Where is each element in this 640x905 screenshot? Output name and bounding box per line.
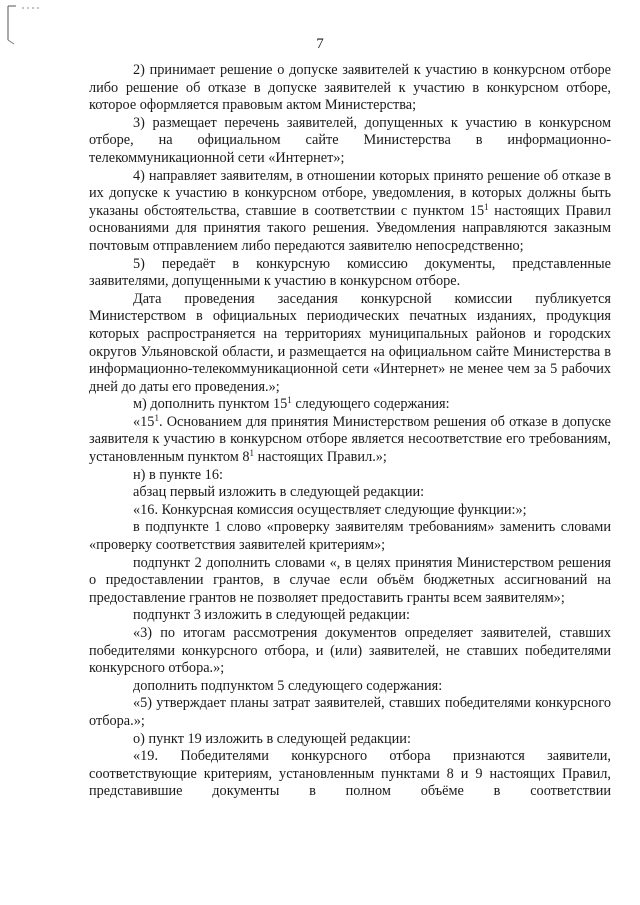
superscript: 1 — [484, 201, 489, 212]
paragraph-text: . Основанием для принятия Министерством решения об отказе в допуске заявителя к участию в конкурсном отборе является несоответствие его требованиям, установленным пунктом 8 — [89, 413, 611, 466]
paragraph: «3) по итогам рассмотрения документов определяет заявителей, ставших победителями конкурсного отбора, и (или) заявителей, не ставших победителями конкурсного отбора.»; — [89, 625, 611, 677]
paragraph: подпункт 2 дополнить словами «, в целях принятия Министерством решения о предоставлении грантов, в случае если объём бюджетных ассигнований на предоставление грантов не позволяет предоставить гранты всем заявителям»; — [89, 554, 611, 606]
paragraph: в подпункте 1 слово «проверку заявителям требованиям» заменить словами «проверку соответствия заявителей критериям»; — [89, 519, 611, 554]
paragraph — [89, 168, 611, 256]
paragraph — [89, 396, 611, 414]
paragraph: о) пункт 19 изложить в следующей редакции: — [133, 730, 411, 747]
paragraph: 3) размещает перечень заявителей, допущенных к участию в конкурсном отборе, на официальном сайте Министерства в информационно-телекоммуникационной сети «Интернет»; — [89, 114, 611, 166]
paragraph: подпункт 3 изложить в следующей редакции: — [133, 607, 410, 624]
paragraph: Дата проведения заседания конкурсной комиссии публикуется Министерством в официальных периодических печатных изданиях, продукция которых распространяется на территориях муниципальных районов и городских округов Ульяновской области, и размещается на официальном сайте Министерства в информационно-телекоммуникационной сети «Интернет» не менее чем за 5 рабочих дней до даты его проведения.»; — [89, 290, 611, 395]
paragraph-text: м) дополнить пунктом 15 — [133, 396, 288, 413]
paragraph: дополнить подпунктом 5 следующего содержания: — [133, 677, 443, 694]
paragraph-text: настоящих Правил.»; — [254, 449, 387, 466]
document-body — [89, 62, 611, 801]
superscript: 1 — [287, 395, 292, 406]
paragraph: «19. Победителями конкурсного отбора признаются заявители, соответствующие критериям, установленным пунктами 8 и 9 настоящих Правил, представившие документы в полном объёме в соответствии — [89, 748, 611, 800]
paragraph: 5) передаёт в конкурсную комиссию документы, представленные заявителями, допущенными к участию в конкурсном отборе. — [89, 255, 611, 290]
paragraph-text: «15 — [133, 413, 155, 430]
paragraph: н) в пункте 16: — [133, 466, 223, 483]
paragraph: абзац первый изложить в следующей редакции: — [133, 484, 425, 501]
paragraph-text: настоящих Правил основаниями для принятия такого решения. Уведомления направляются заказным почтовым отправлением либо передаются заявителю непосредственно; — [89, 202, 611, 254]
paragraph-text: 4) направляет заявителям, в отношении которых принято решение об отказе в их допуске к участию в конкурсном отборе, уведомления, в которых должны быть указаны обстоятельства, ставшие в соответствии с пунктом 15 — [89, 167, 611, 219]
paragraph — [89, 414, 611, 467]
page-number: 7 — [316, 36, 324, 52]
superscript: 1 — [154, 412, 159, 423]
paragraph: 2) принимает решение о допуске заявителей к участию в конкурсном отборе либо решение об отказе в допуске заявителей к участию в конкурсном отборе, которое оформляется правовым актом Министерства; — [89, 62, 611, 114]
paragraph-text: следующего содержания: — [291, 396, 450, 413]
paragraph: «5) утверждает планы затрат заявителей, ставших победителями конкурсного отбора.»; — [89, 695, 611, 729]
paragraph: «16. Конкурсная комиссия осуществляет следующие функции:»; — [133, 501, 527, 518]
superscript: 1 — [249, 448, 255, 459]
